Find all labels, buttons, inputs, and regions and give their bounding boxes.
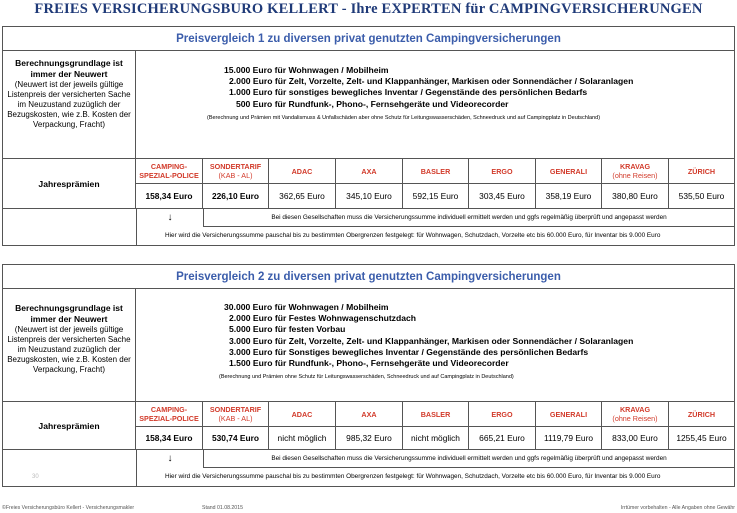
insurer-ergo [469, 159, 536, 208]
insurer-sondertarif [203, 402, 269, 449]
insurer-adac [269, 402, 336, 449]
insurer-sub: (ohne Reisen) [612, 171, 658, 180]
insurer-adac [269, 159, 336, 208]
sum-line: 30.000 Euro für Wohnwagen / Mobilheim [224, 302, 389, 312]
insurer-generali [536, 402, 602, 449]
insurer-sub: (ohne Reisen) [612, 414, 658, 423]
individual-note: Bei diesen Gesellschaften muss die Versicherungssumme individuell ermittelt werden und ggfs regelmäßig überprüft und angepasst werden [203, 450, 734, 468]
premium-value: 158,34 Euro [145, 191, 193, 201]
down-arrow-icon: ↓ [167, 212, 173, 223]
insurer-camping-spezial [136, 159, 203, 208]
pauschal-note: Hier wird die Versicherungssumme pauschal bis zu bestimmten Obergrenzen festgelegt: für Wohnwagen, Schutzdach, Vorzelte etc bis 60.000 Euro, für Inventar bis 9.000 Euro [165, 473, 661, 480]
insurer-name: GENERALI [549, 409, 588, 419]
section-2-notes [3, 450, 734, 486]
premium-value: 226,10 Euro [211, 191, 260, 201]
section-1-notes [3, 209, 734, 245]
calculation-note: (Berechnung und Prämien ohne Schutz für Leitungswasserschäden, Schneedruck und auf Campingplatz in Deutschland) [219, 374, 514, 381]
insurer-name: BASLER [420, 409, 451, 419]
section-2-heading: Preisvergleich 2 zu diversen privat genutzten Campingversicherungen [3, 265, 734, 289]
section-2-premiums [3, 402, 734, 450]
section-1-premiums [3, 159, 734, 209]
insurer-name: AXA [361, 409, 377, 419]
section-2-basis-description [3, 289, 136, 401]
premium-label: Jahresprämien [3, 159, 136, 208]
insurer-ergo [469, 402, 536, 449]
insurer-name: ZÜRICH [687, 166, 716, 176]
insurer-sondertarif [203, 159, 269, 208]
insurer-generali [536, 159, 602, 208]
premium-value: 358,19 Euro [545, 191, 592, 201]
insurer-sub: (KAB - AL) [218, 414, 253, 423]
footer [2, 504, 735, 513]
premium-columns [136, 402, 734, 449]
section-2-sums [136, 289, 734, 401]
insurer-name: BASLER [420, 166, 451, 176]
insurer-name: ERGO [491, 166, 513, 176]
insurer-sub: SPEZIAL-POLICE [139, 414, 199, 423]
insurer-name: GENERALI [549, 166, 588, 176]
footer-copyright: ©Freies Versicherungsbüro Kellert - Versicherungsmakler [2, 505, 135, 511]
insurer-basler [403, 402, 469, 449]
insurer-axa [336, 159, 403, 208]
insurer-sub: SPEZIAL-POLICE [139, 171, 199, 180]
premium-value: 380,80 Euro [612, 191, 658, 201]
premium-value: 665,21 Euro [479, 433, 525, 443]
basis-title: Berechnungsgrundlage ist immer der Neuwert [15, 303, 123, 324]
insurer-name: ZÜRICH [687, 409, 716, 419]
insurer-camping-spezial [136, 402, 203, 449]
sum-line: 2.000 Euro für Zelt, Vorzelte, Zelt- und Klappanhänger, Markisen oder Sonnendächer / Solaranlagen [229, 76, 634, 87]
sum-line: 15.000 Euro für Wohnwagen / Mobilheim [224, 65, 389, 75]
page-number: 30 [32, 474, 39, 480]
insurer-name: ADAC [291, 166, 313, 176]
premium-value: 592,15 Euro [412, 191, 459, 201]
premium-value: nicht möglich [277, 433, 327, 443]
premium-value: 345,10 Euro [346, 191, 392, 201]
insurer-axa [336, 402, 403, 449]
sum-line: 3.000 Euro für Zelt, Vorzelte, Zelt- und Klappanhänger, Markisen oder Sonnendächer / Solaranlagen [229, 335, 634, 346]
section-1-basis [3, 51, 734, 159]
section-2-basis [3, 289, 734, 402]
premium-value: 303,45 Euro [479, 191, 525, 201]
insurer-name: CAMPING- [150, 405, 188, 414]
insurer-name: ERGO [491, 409, 513, 419]
insurer-kravag [602, 402, 669, 449]
insurer-basler [403, 159, 469, 208]
premium-label: Jahresprämien [3, 402, 136, 449]
pauschal-note: Hier wird die Versicherungssumme pauschal bis zu bestimmten Obergrenzen festgelegt: für Wohnwagen, Schutzdach, Vorzelte etc bis 60.000 Euro, für Inventar bis 9.000 Euro [165, 232, 661, 239]
insurer-zurich [669, 159, 734, 208]
section-1-basis-description [3, 51, 136, 158]
sum-line: 5.000 Euro für festen Vorbau [229, 324, 346, 335]
premium-value: 1119,79 Euro [543, 433, 594, 443]
premium-value: 985,32 Euro [346, 433, 392, 443]
insurer-kravag [602, 159, 669, 208]
section-1-sums [136, 51, 734, 158]
insurer-name: KRAVAG [619, 405, 651, 414]
premium-value: 1255,45 Euro [676, 433, 727, 443]
sum-line: 3.000 Euro für Sonstiges bewegliches Inventar / Gegenstände des persönlichen Bedarfs [229, 346, 589, 357]
section-1-heading: Preisvergleich 1 zu diversen privat genutzten Campingversicherungen [3, 27, 734, 51]
premium-value: 530,74 Euro [211, 433, 260, 443]
insurer-sub: (KAB - AL) [218, 171, 253, 180]
sum-line: 2.000 Euro für Festes Wohnwagenschutzdach [229, 313, 417, 324]
down-arrow-icon: ↓ [167, 453, 173, 464]
individual-note: Bei diesen Gesellschaften muss die Versicherungssumme individuell ermittelt werden und ggfs regelmäßig überprüft und angepasst werden [203, 209, 734, 227]
sum-line: 1.500 Euro für Rundfunk-, Phono-, Fernsehgeräte und Videorecorder [229, 358, 509, 369]
basis-text: (Neuwert ist der jeweils gültige Listenpreis der versicherten Sache im Neuzustand zuzüglich der Bezugskosten, wie z.B. Kosten der Verpackung, Fracht) [7, 80, 131, 129]
premium-value: 535,50 Euro [678, 191, 725, 201]
sum-line: 500 Euro für Rundfunk-, Phono-, Fernsehgeräte und Videorecorder [236, 98, 509, 109]
premium-value: 833,00 Euro [612, 433, 658, 443]
footer-disclaimer: Irrtümer vorbehalten - Alle Angaben ohne Gewähr [620, 505, 735, 511]
insurer-name: CAMPING- [150, 162, 188, 171]
insurer-name: AXA [361, 166, 377, 176]
sum-line: 1.000 Euro für sonstiges bewegliches Inventar / Gegenstände des persönlichen Bedarfs [229, 87, 588, 98]
premium-value: 362,65 Euro [279, 191, 325, 201]
premium-columns [136, 159, 734, 208]
basis-title: Berechnungsgrundlage ist immer der Neuwert [15, 58, 123, 79]
premium-value: 158,34 Euro [145, 433, 193, 443]
comparison-section-2 [2, 264, 735, 487]
footer-date: Stand 01.08.2015 [202, 505, 243, 511]
insurer-name: ADAC [291, 409, 313, 419]
insurer-name: SONDERTARIF [209, 162, 262, 171]
basis-text: (Neuwert ist der jeweils gültige Listenpreis der versicherten Sache im Neuzustand zuzüglich der Bezugskosten, wie z.B. Kosten der Verpackung, Fracht) [7, 325, 131, 374]
insurer-name: SONDERTARIF [209, 405, 262, 414]
comparison-section-1 [2, 26, 735, 246]
calculation-note: (Berechnung und Prämien mit Vandalismuss & Unfallschäden aber ohne Schutz für Leitungswasserschäden, Schneedruck und auf Campingplatz in Deutschland) [207, 114, 601, 121]
insurer-name: KRAVAG [619, 162, 651, 171]
insurer-zurich [669, 402, 734, 449]
document-title: FREIES VERSICHERUNGSBURO KELLERT - Ihre EXPERTEN für CAMPINGVERSICHERUNGEN [34, 1, 703, 17]
premium-value: nicht möglich [411, 433, 460, 443]
